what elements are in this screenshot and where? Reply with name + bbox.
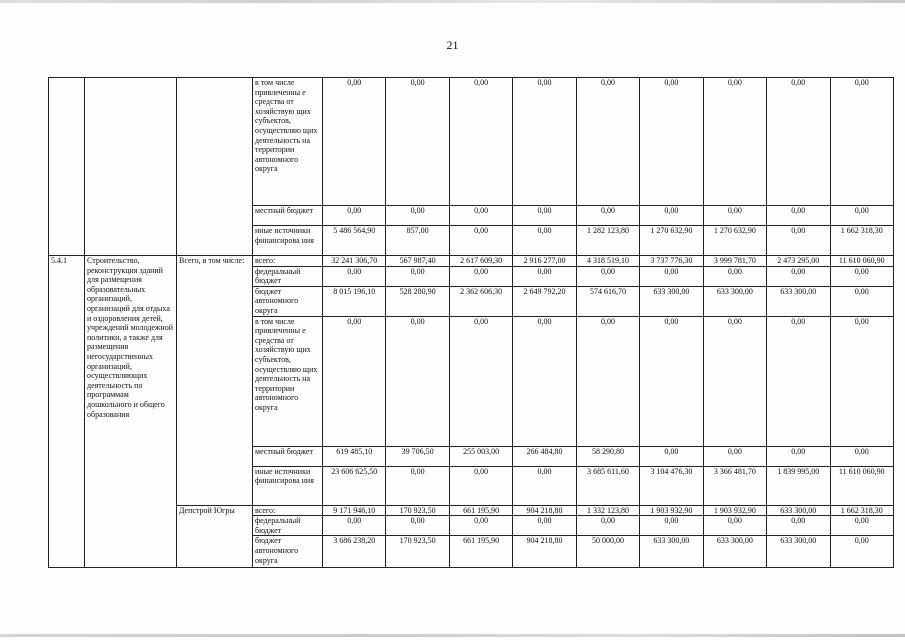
amount-cell: 0,00 bbox=[323, 78, 386, 206]
item-name-cell: Строительство, реконструкция зданий для размещения образовательных организаций, организаций для отдыха и оздоровления детей, учреждений молодежной политики, а также для размещения негосударственных организаций, осуществляющих деятельность по программам дошкольного и общего образования bbox=[85, 256, 177, 568]
amount-cell: 23 606 625,50 bbox=[323, 466, 386, 505]
amount-cell: 0,00 bbox=[703, 78, 766, 206]
amount-cell: 0,00 bbox=[323, 266, 386, 286]
amount-cell: 1 270 632,90 bbox=[703, 226, 766, 256]
amount-cell: 5 486 564,90 bbox=[323, 226, 386, 256]
amount-cell: 0,00 bbox=[576, 266, 639, 286]
amount-cell: 0,00 bbox=[323, 206, 386, 226]
amount-cell: 0,00 bbox=[449, 226, 512, 256]
amount-cell: 0,00 bbox=[830, 516, 894, 536]
amount-cell: 32 241 306,70 bbox=[323, 256, 386, 267]
amount-cell: 0,00 bbox=[830, 78, 894, 206]
amount-cell: 0,00 bbox=[640, 516, 703, 536]
amount-cell: 9 171 946,10 bbox=[323, 505, 386, 516]
amount-cell: 3 685 611,60 bbox=[576, 466, 639, 505]
amount-cell: 0,00 bbox=[449, 316, 512, 446]
executor-cell: Депстрой Югры bbox=[177, 505, 253, 568]
amount-cell: 0,00 bbox=[513, 466, 576, 505]
amount-cell: 0,00 bbox=[386, 78, 449, 206]
funding-source-cell: в том числе привлеченны е средства от хозяйствую щих субъектов, осуществляю щих деятельность на территории автономного округа bbox=[253, 316, 323, 446]
page-number: 21 bbox=[446, 38, 459, 52]
amount-cell: 0,00 bbox=[513, 206, 576, 226]
amount-cell: 2 473 295,00 bbox=[767, 256, 830, 267]
amount-cell: 0,00 bbox=[830, 536, 894, 568]
amount-cell: 0,00 bbox=[513, 516, 576, 536]
amount-cell: 0,00 bbox=[640, 78, 703, 206]
amount-cell: 528 280,90 bbox=[386, 286, 449, 316]
funding-source-cell: в том числе привлеченны е средства от хозяйствую щих субъектов, осуществляю щих деятельность на территории автономного округа bbox=[253, 78, 323, 206]
amount-cell: 0,00 bbox=[830, 316, 894, 446]
funding-source-cell: всего: bbox=[253, 505, 323, 516]
amount-cell: 0,00 bbox=[703, 266, 766, 286]
amount-cell: 11 610 060,90 bbox=[830, 256, 894, 267]
amount-cell: 0,00 bbox=[449, 466, 512, 505]
amount-cell: 633 300,00 bbox=[640, 286, 703, 316]
amount-cell: 0,00 bbox=[767, 226, 830, 256]
amount-cell: 0,00 bbox=[386, 516, 449, 536]
amount-cell: 0,00 bbox=[576, 78, 639, 206]
amount-cell: 0,00 bbox=[386, 466, 449, 505]
amount-cell: 904 218,80 bbox=[513, 505, 576, 516]
table-row bbox=[49, 256, 894, 267]
amount-cell: 0,00 bbox=[830, 286, 894, 316]
funding-source-cell: федеральный бюджет bbox=[253, 516, 323, 536]
amount-cell: 567 987,40 bbox=[386, 256, 449, 267]
amount-cell: 3 999 781,70 bbox=[703, 256, 766, 267]
amount-cell: 0,00 bbox=[703, 206, 766, 226]
funding-source-cell: всего: bbox=[253, 256, 323, 267]
amount-cell: 0,00 bbox=[640, 316, 703, 446]
amount-cell: 0,00 bbox=[576, 316, 639, 446]
amount-cell: 0,00 bbox=[449, 266, 512, 286]
amount-cell: 0,00 bbox=[386, 266, 449, 286]
amount-cell: 0,00 bbox=[323, 316, 386, 446]
amount-cell: 661 195,90 bbox=[449, 536, 512, 568]
amount-cell: 50 000,00 bbox=[576, 536, 639, 568]
scan-edge-bottom bbox=[0, 634, 905, 637]
amount-cell: 0,00 bbox=[767, 316, 830, 446]
amount-cell: 0,00 bbox=[767, 266, 830, 286]
amount-cell: 0,00 bbox=[513, 316, 576, 446]
executor-cell bbox=[177, 78, 253, 256]
funding-source-cell: местный бюджет bbox=[253, 446, 323, 466]
amount-cell: 633 300,00 bbox=[767, 286, 830, 316]
amount-cell: 0,00 bbox=[513, 226, 576, 256]
amount-cell: 633 300,00 bbox=[767, 536, 830, 568]
funding-source-cell: иные источники финансирова ния bbox=[253, 466, 323, 505]
amount-cell: 8 015 196,10 bbox=[323, 286, 386, 316]
amount-cell: 0,00 bbox=[323, 516, 386, 536]
amount-cell: 904 218,80 bbox=[513, 536, 576, 568]
amount-cell: 0,00 bbox=[703, 316, 766, 446]
amount-cell: 2 649 792,20 bbox=[513, 286, 576, 316]
amount-cell: 619 485,10 bbox=[323, 446, 386, 466]
amount-cell: 1 903 932,90 bbox=[640, 505, 703, 516]
amount-cell: 0,00 bbox=[449, 78, 512, 206]
amount-cell: 3 686 238,20 bbox=[323, 536, 386, 568]
amount-cell: 0,00 bbox=[449, 516, 512, 536]
scan-edge-top bbox=[0, 0, 905, 3]
executor-cell: Всего, в том числе: bbox=[177, 256, 253, 506]
amount-cell: 1 282 123,80 bbox=[576, 226, 639, 256]
amount-cell: 0,00 bbox=[640, 446, 703, 466]
amount-cell: 633 300,00 bbox=[703, 286, 766, 316]
amount-cell: 1 662 318,30 bbox=[830, 226, 894, 256]
amount-cell: 0,00 bbox=[386, 316, 449, 446]
amount-cell: 0,00 bbox=[830, 446, 894, 466]
funding-source-cell: бюджет автономного округа bbox=[253, 536, 323, 568]
amount-cell: 170 923,50 bbox=[386, 505, 449, 516]
amount-cell: 0,00 bbox=[386, 206, 449, 226]
amount-cell: 0,00 bbox=[513, 266, 576, 286]
funding-source-cell: местный бюджет bbox=[253, 206, 323, 226]
amount-cell: 0,00 bbox=[640, 266, 703, 286]
amount-cell: 0,00 bbox=[830, 206, 894, 226]
amount-cell: 661 195,90 bbox=[449, 505, 512, 516]
amount-cell: 1 903 932,90 bbox=[703, 505, 766, 516]
amount-cell: 0,00 bbox=[576, 516, 639, 536]
amount-cell: 1 332 123,80 bbox=[576, 505, 639, 516]
amount-cell: 2 916 277,00 bbox=[513, 256, 576, 267]
amount-cell: 0,00 bbox=[767, 516, 830, 536]
amount-cell: 1 662 318,30 bbox=[830, 505, 894, 516]
amount-cell: 0,00 bbox=[830, 266, 894, 286]
amount-cell: 0,00 bbox=[640, 206, 703, 226]
amount-cell: 0,00 bbox=[703, 516, 766, 536]
amount-cell: 1 839 995,00 bbox=[767, 466, 830, 505]
amount-cell: 255 003,00 bbox=[449, 446, 512, 466]
amount-cell: 0,00 bbox=[449, 206, 512, 226]
amount-cell: 4 318 519,10 bbox=[576, 256, 639, 267]
item-code-cell: 5.4.1 bbox=[49, 256, 85, 568]
amount-cell: 0,00 bbox=[513, 78, 576, 206]
amount-cell: 574 616,70 bbox=[576, 286, 639, 316]
amount-cell: 1 270 632,90 bbox=[640, 226, 703, 256]
amount-cell: 3 737 776,30 bbox=[640, 256, 703, 267]
amount-cell: 58 290,80 bbox=[576, 446, 639, 466]
funding-source-cell: бюджет автономного округа bbox=[253, 286, 323, 316]
funding-source-cell: федеральный бюджет bbox=[253, 266, 323, 286]
amount-cell: 633 300,00 bbox=[640, 536, 703, 568]
amount-cell: 0,00 bbox=[767, 446, 830, 466]
amount-cell: 3 366 481,70 bbox=[703, 466, 766, 505]
amount-cell: 0,00 bbox=[703, 446, 766, 466]
funding-source-cell: иные источники финансирова ния bbox=[253, 226, 323, 256]
item-name-cell bbox=[85, 78, 177, 256]
amount-cell: 857,00 bbox=[386, 226, 449, 256]
amount-cell: 170 923,50 bbox=[386, 536, 449, 568]
amount-cell: 633 300,00 bbox=[703, 536, 766, 568]
table-row bbox=[49, 78, 894, 206]
amount-cell: 0,00 bbox=[767, 206, 830, 226]
amount-cell: 0,00 bbox=[767, 78, 830, 206]
amount-cell: 266 484,80 bbox=[513, 446, 576, 466]
amount-cell: 2 617 609,30 bbox=[449, 256, 512, 267]
amount-cell: 2 362 606,30 bbox=[449, 286, 512, 316]
amount-cell: 11 610 060,90 bbox=[830, 466, 894, 505]
item-code-cell bbox=[49, 78, 85, 256]
amount-cell: 39 706,50 bbox=[386, 446, 449, 466]
budget-table bbox=[48, 77, 894, 568]
amount-cell: 0,00 bbox=[576, 206, 639, 226]
amount-cell: 3 104 476,30 bbox=[640, 466, 703, 505]
amount-cell: 633 300,00 bbox=[767, 505, 830, 516]
